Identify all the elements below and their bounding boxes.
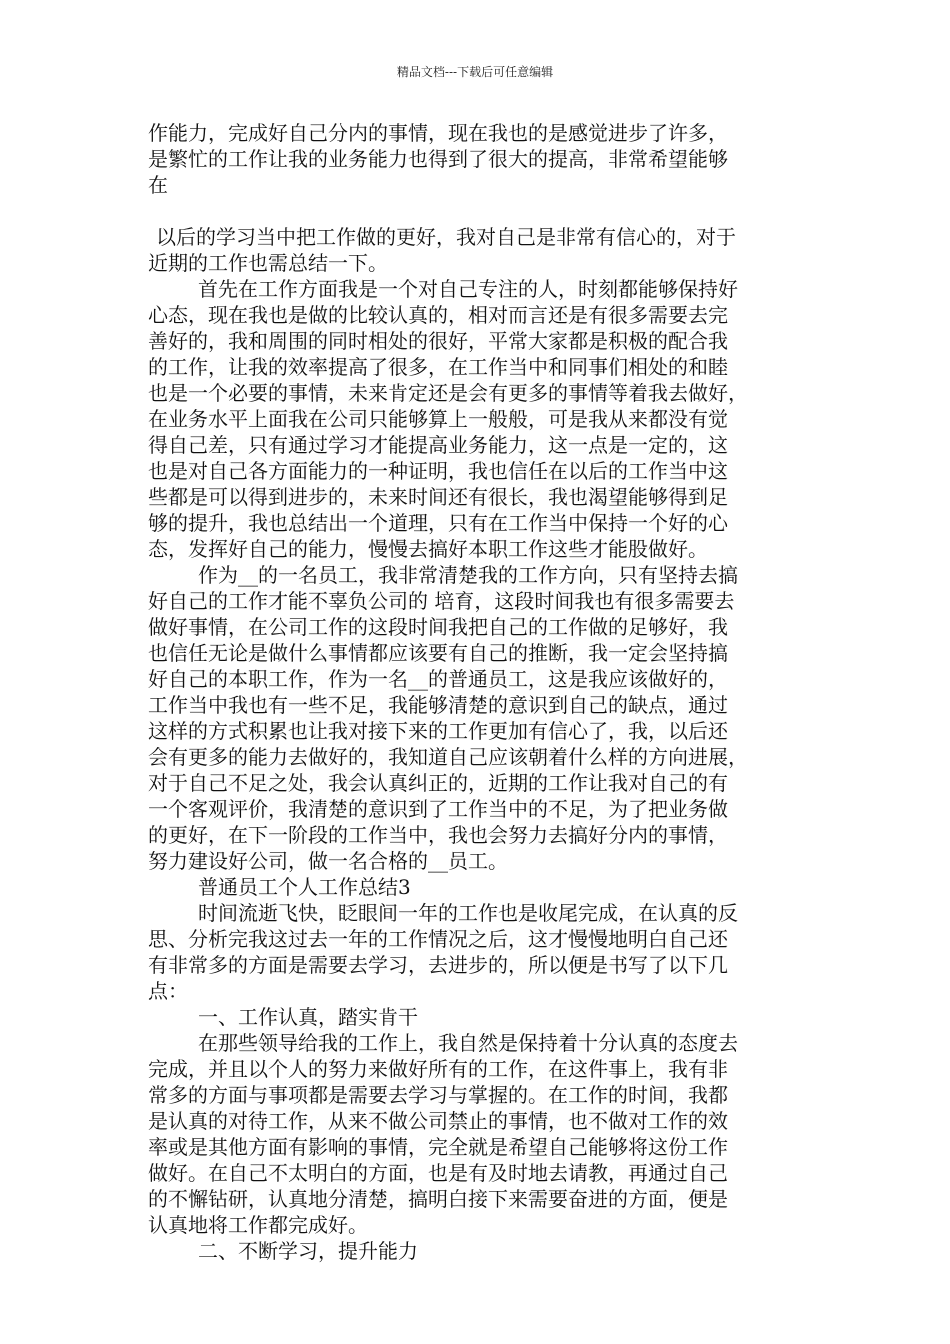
text-line: 率或是其他方面有影响的事情，完全就是希望自己能够将这份工作 xyxy=(148,1135,728,1159)
text-line: 一个客观评价，我清楚的意识到了工作当中的不足，为了把业务做 xyxy=(148,797,728,821)
text-line: 思、分析完我这过去一年的工作情况之后，这才慢慢地明白自己还 xyxy=(148,927,728,951)
section-title: 普通员工个人工作总结3 xyxy=(198,875,411,899)
text-line: 在 xyxy=(148,173,168,197)
text-line: 些都是可以得到进步的，未来时间还有很长，我也渴望能够得到足 xyxy=(148,485,728,509)
text-line: 的工作，让我的效率提高了很多，在工作当中和同事们相处的和睦 xyxy=(148,355,728,379)
text-line: 工作当中我也有一些不足，我能够清楚的意识到自己的缺点，通过 xyxy=(148,693,728,717)
text-line: 心态，现在我也是做的比较认真的，相对而言还是有很多需要去完 xyxy=(148,303,728,327)
text-line: 好自己的本职工作，作为一名__的普通员工，这是我应该做好的， xyxy=(148,667,728,691)
text-line: 做好事情，在公司工作的这段时间我把自己的工作做的足够好，我 xyxy=(148,615,728,639)
text-line: 的不懈钻研，认真地分清楚，搞明白接下来需要奋进的方面，便是 xyxy=(148,1187,728,1211)
text-line: 也是对自己各方面能力的一种证明，我也信任在以后的工作当中这 xyxy=(148,459,728,483)
text-line: 是繁忙的工作让我的业务能力也得到了很大的提高，非常希望能够 xyxy=(148,147,728,171)
text-line: 也信任无论是做什么事情都应该要有自己的推断，我一定会坚持搞 xyxy=(148,641,728,665)
text-line: 努力建设好公司，做一名合格的__员工。 xyxy=(148,849,508,873)
text-line: 会有更多的能力去做好的，我知道自己应该朝着什么样的方向进展， xyxy=(148,745,748,769)
text-line: 作能力，完成好自己分内的事情，现在我也的是感觉进步了许多， xyxy=(148,121,728,145)
text-line: 做好。在自己不太明白的方面，也是有及时地去请教，再通过自己 xyxy=(148,1161,728,1185)
text-line: 对于自己不足之处，我会认真纠正的，近期的工作让我对自己的有 xyxy=(148,771,728,795)
text-line: 得自己差，只有通过学习才能提高业务能力，这一点是一定的，这 xyxy=(148,433,728,457)
text-line: 好自己的工作才能不辜负公司的 培育，这段时间我也有很多需要去 xyxy=(148,589,735,613)
text-line: 是认真的对待工作，从来不做公司禁止的事情，也不做对工作的效 xyxy=(148,1109,728,1133)
text-line: 也是一个必要的事情，未来肯定还是会有更多的事情等着我去做好， xyxy=(148,381,748,405)
text-line: 态，发挥好自己的能力，慢慢去搞好本职工作这些才能股做好。 xyxy=(148,537,708,561)
text-line: 有非常多的方面是需要去学习，去进步的，所以便是书写了以下几 xyxy=(148,953,728,977)
text-line: 完成，并且以个人的努力来做好所有的工作，在这件事上，我有非 xyxy=(148,1057,728,1081)
subsection-title: 一、工作认真，踏实肯干 xyxy=(198,1005,418,1029)
text-line: 认真地将工作都完成好。 xyxy=(148,1213,368,1237)
text-line: 善好的，我和周围的同时相处的很好，平常大家都是积极的配合我 xyxy=(148,329,728,353)
text-line: 近期的工作也需总结一下。 xyxy=(148,251,388,275)
text-line: 的更好，在下一阶段的工作当中，我也会努力去搞好分内的事情， xyxy=(148,823,728,847)
subsection-title: 二、不断学习，提升能力 xyxy=(198,1239,418,1263)
text-line: 点： xyxy=(148,979,188,1003)
paragraph-start: 在那些领导给我的工作上，我自然是保持着十分认真的态度去 xyxy=(198,1031,738,1055)
paragraph-start: 时间流逝飞快，眨眼间一年的工作也是收尾完成，在认真的反 xyxy=(198,901,738,925)
text-line: 常多的方面与事项都是需要去学习与掌握的。在工作的时间，我都 xyxy=(148,1083,728,1107)
paragraph-start: 首先在工作方面我是一个对自己专注的人，时刻都能够保持好 xyxy=(198,277,738,301)
paragraph-gap xyxy=(148,198,808,224)
document-body xyxy=(148,120,808,1264)
page-header: 精品文档---下载后可任意编辑 xyxy=(396,65,554,79)
text-line: 以后的学习当中把工作做的更好，我对自己是非常有信心的，对于 xyxy=(156,225,736,249)
paragraph-start: 作为__的一名员工，我非常清楚我的工作方向，只有坚持去搞 xyxy=(198,563,738,587)
text-line: 这样的方式积累也让我对接下来的工作更加有信心了，我，以后还 xyxy=(148,719,728,743)
text-line: 够的提升，我也总结出一个道理，只有在工作当中保持一个好的心 xyxy=(148,511,728,535)
text-line: 在业务水平上面我在公司只能够算上一般般，可是我从来都没有觉 xyxy=(148,407,728,431)
